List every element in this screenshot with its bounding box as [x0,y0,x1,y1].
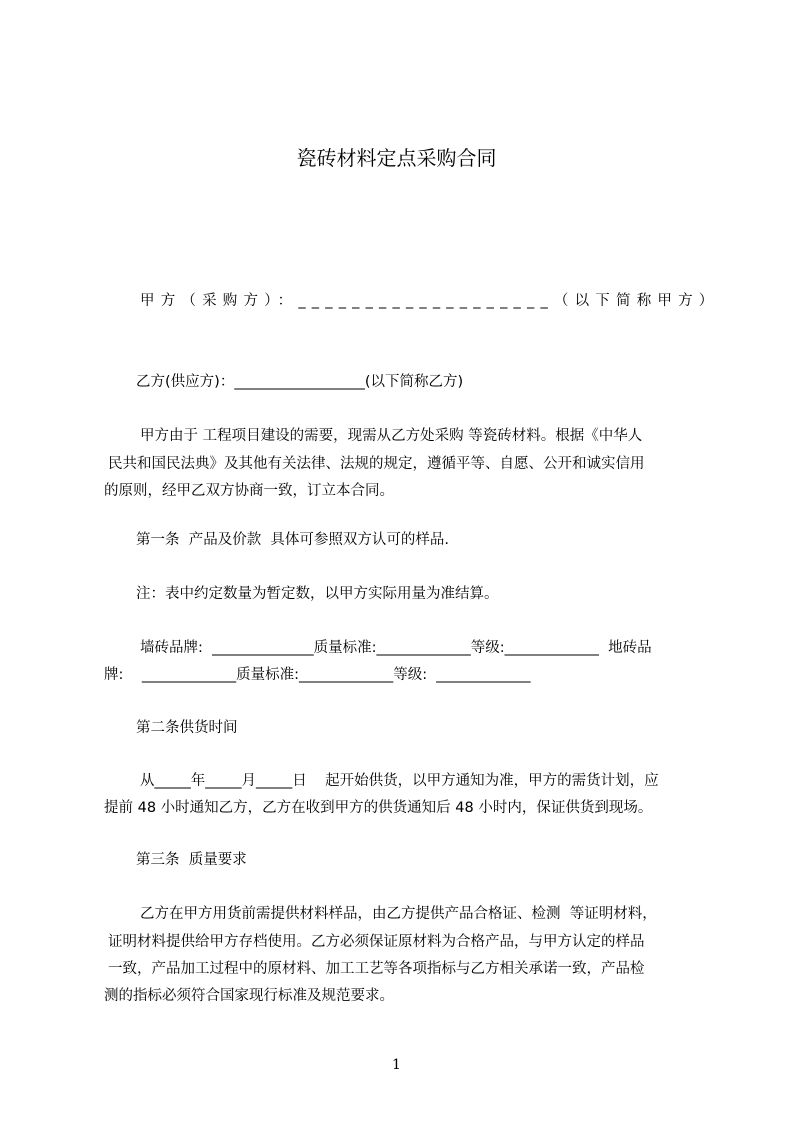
supply-line-2: 提前 48 小时通知乙方，乙方在收到甲方的供货通知后 48 小时内，保证供货到现场。 [104,800,653,816]
note-line: 注：表中约定数量为暂定数，以甲方实际用量为准结算。 [136,586,499,602]
intro-line-1: 甲方由于 工程项目建设的需要，现需从乙方处采购 等瓷砖材料。根据《中华人 [140,428,643,444]
brand-line-2: 牌: _____________质量标准:_____________等级: _____________ [104,667,531,683]
contract-title: 瓷砖材料定点采购合同 [296,146,497,170]
brand-line-1: 墙砖品牌: ______________质量标准:_____________等级:_____________ 地砖品 [140,640,652,656]
supply-line-1: 从_____年_____月_____日 起开始供货，以甲方通知为准，甲方的需货计划，应 [140,773,659,789]
quality-line-2: 证明材料提供给甲方存档使用。乙方必须保证原材料为合格产品，与甲方认定的样品 [108,934,645,950]
article-2-heading: 第二条供货时间 [136,720,238,736]
quality-line-4: 测的指标必须符合国家现行标准及规范要求。 [104,988,394,1004]
party-b-line: 乙方(供应方)：__________________(以下简称乙方) [136,374,464,390]
article-3-heading: 第三条 质量要求 [136,852,247,868]
quality-line-1: 乙方在甲方用货前需提供材料样品，由乙方提供产品合格证、检测 等证明材料， [140,906,657,922]
page-number: 1 [392,1057,401,1073]
quality-line-3: 一致，产品加工过程中的原材料、加工工艺等各项指标与乙方相关承诺一致，产品检 [108,961,645,977]
intro-line-3: 的原则，经甲乙双方协商一致，订立本合同。 [104,483,394,499]
intro-line-2: 民共和国民法典》及其他有关法律、法规的规定，遵循平等、自愿、公开和诚实信用 [108,456,645,472]
article-1-heading: 第一条 产品及价款 具体可参照双方认可的样品. [136,532,450,548]
party-a-line: 甲方（采购方）：___________________（以下简称甲方） [140,293,720,309]
